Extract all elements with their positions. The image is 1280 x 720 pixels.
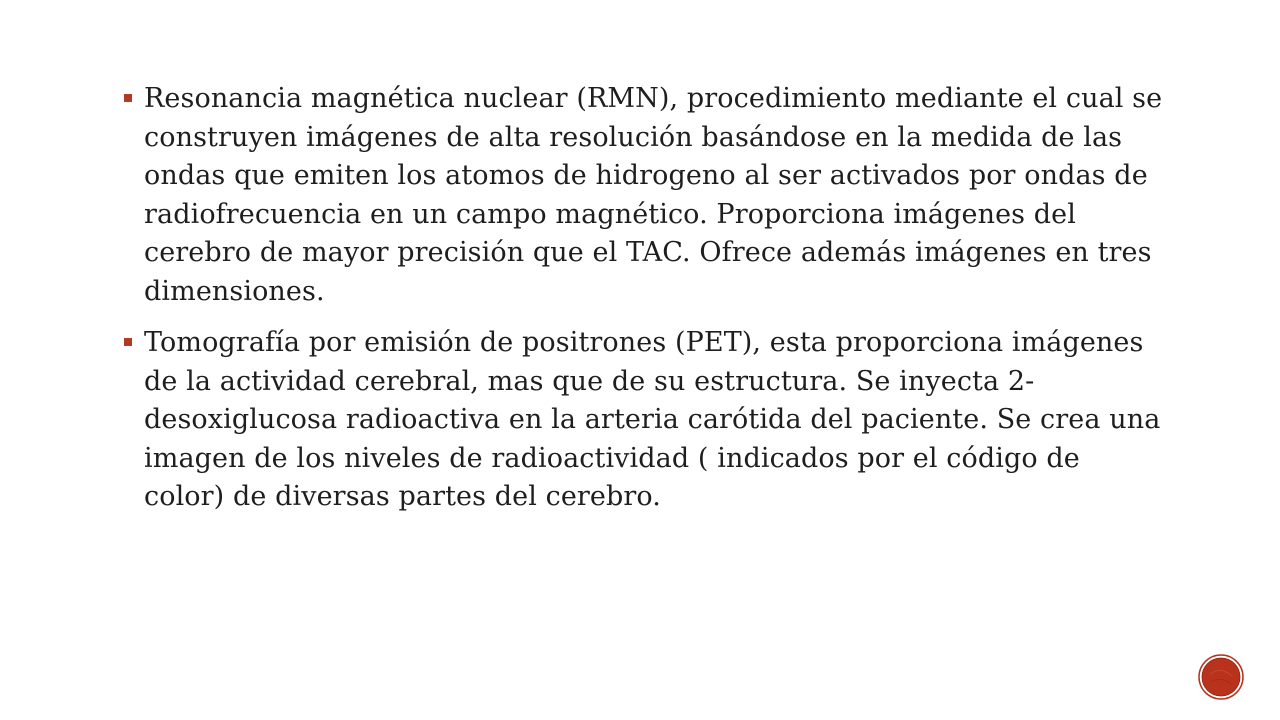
bullet-text: Tomografía por emisión de positrones (PET), esta proporciona imágenes de la actividad cerebral, mas que de su estructura. Se inyecta 2- desoxiglucosa radioactiva en la arteria carótida del paciente. Se crea una imagen de los niveles de radioactividad ( indicados por el código de color) de diversas partes del cerebro.	[144, 327, 1161, 512]
bullet-item-pet	[124, 324, 1164, 517]
red-circle-badge-icon	[1198, 654, 1244, 700]
square-bullet-icon	[124, 94, 132, 102]
bullet-item-rmn	[124, 80, 1164, 311]
bullet-text: Resonancia magnética nuclear (RMN), procedimiento mediante el cual se construyen imágenes de alta resolución basándose en la medida de las ondas que emiten los atomos de hidrogeno al ser activados por ondas de radiofrecuencia en un campo magnético. Proporciona imágenes del cerebro de mayor precisión que el TAC. Ofrece además imágenes en tres dimensiones.	[144, 83, 1163, 307]
slide-content	[124, 80, 1164, 530]
square-bullet-icon	[124, 338, 132, 346]
